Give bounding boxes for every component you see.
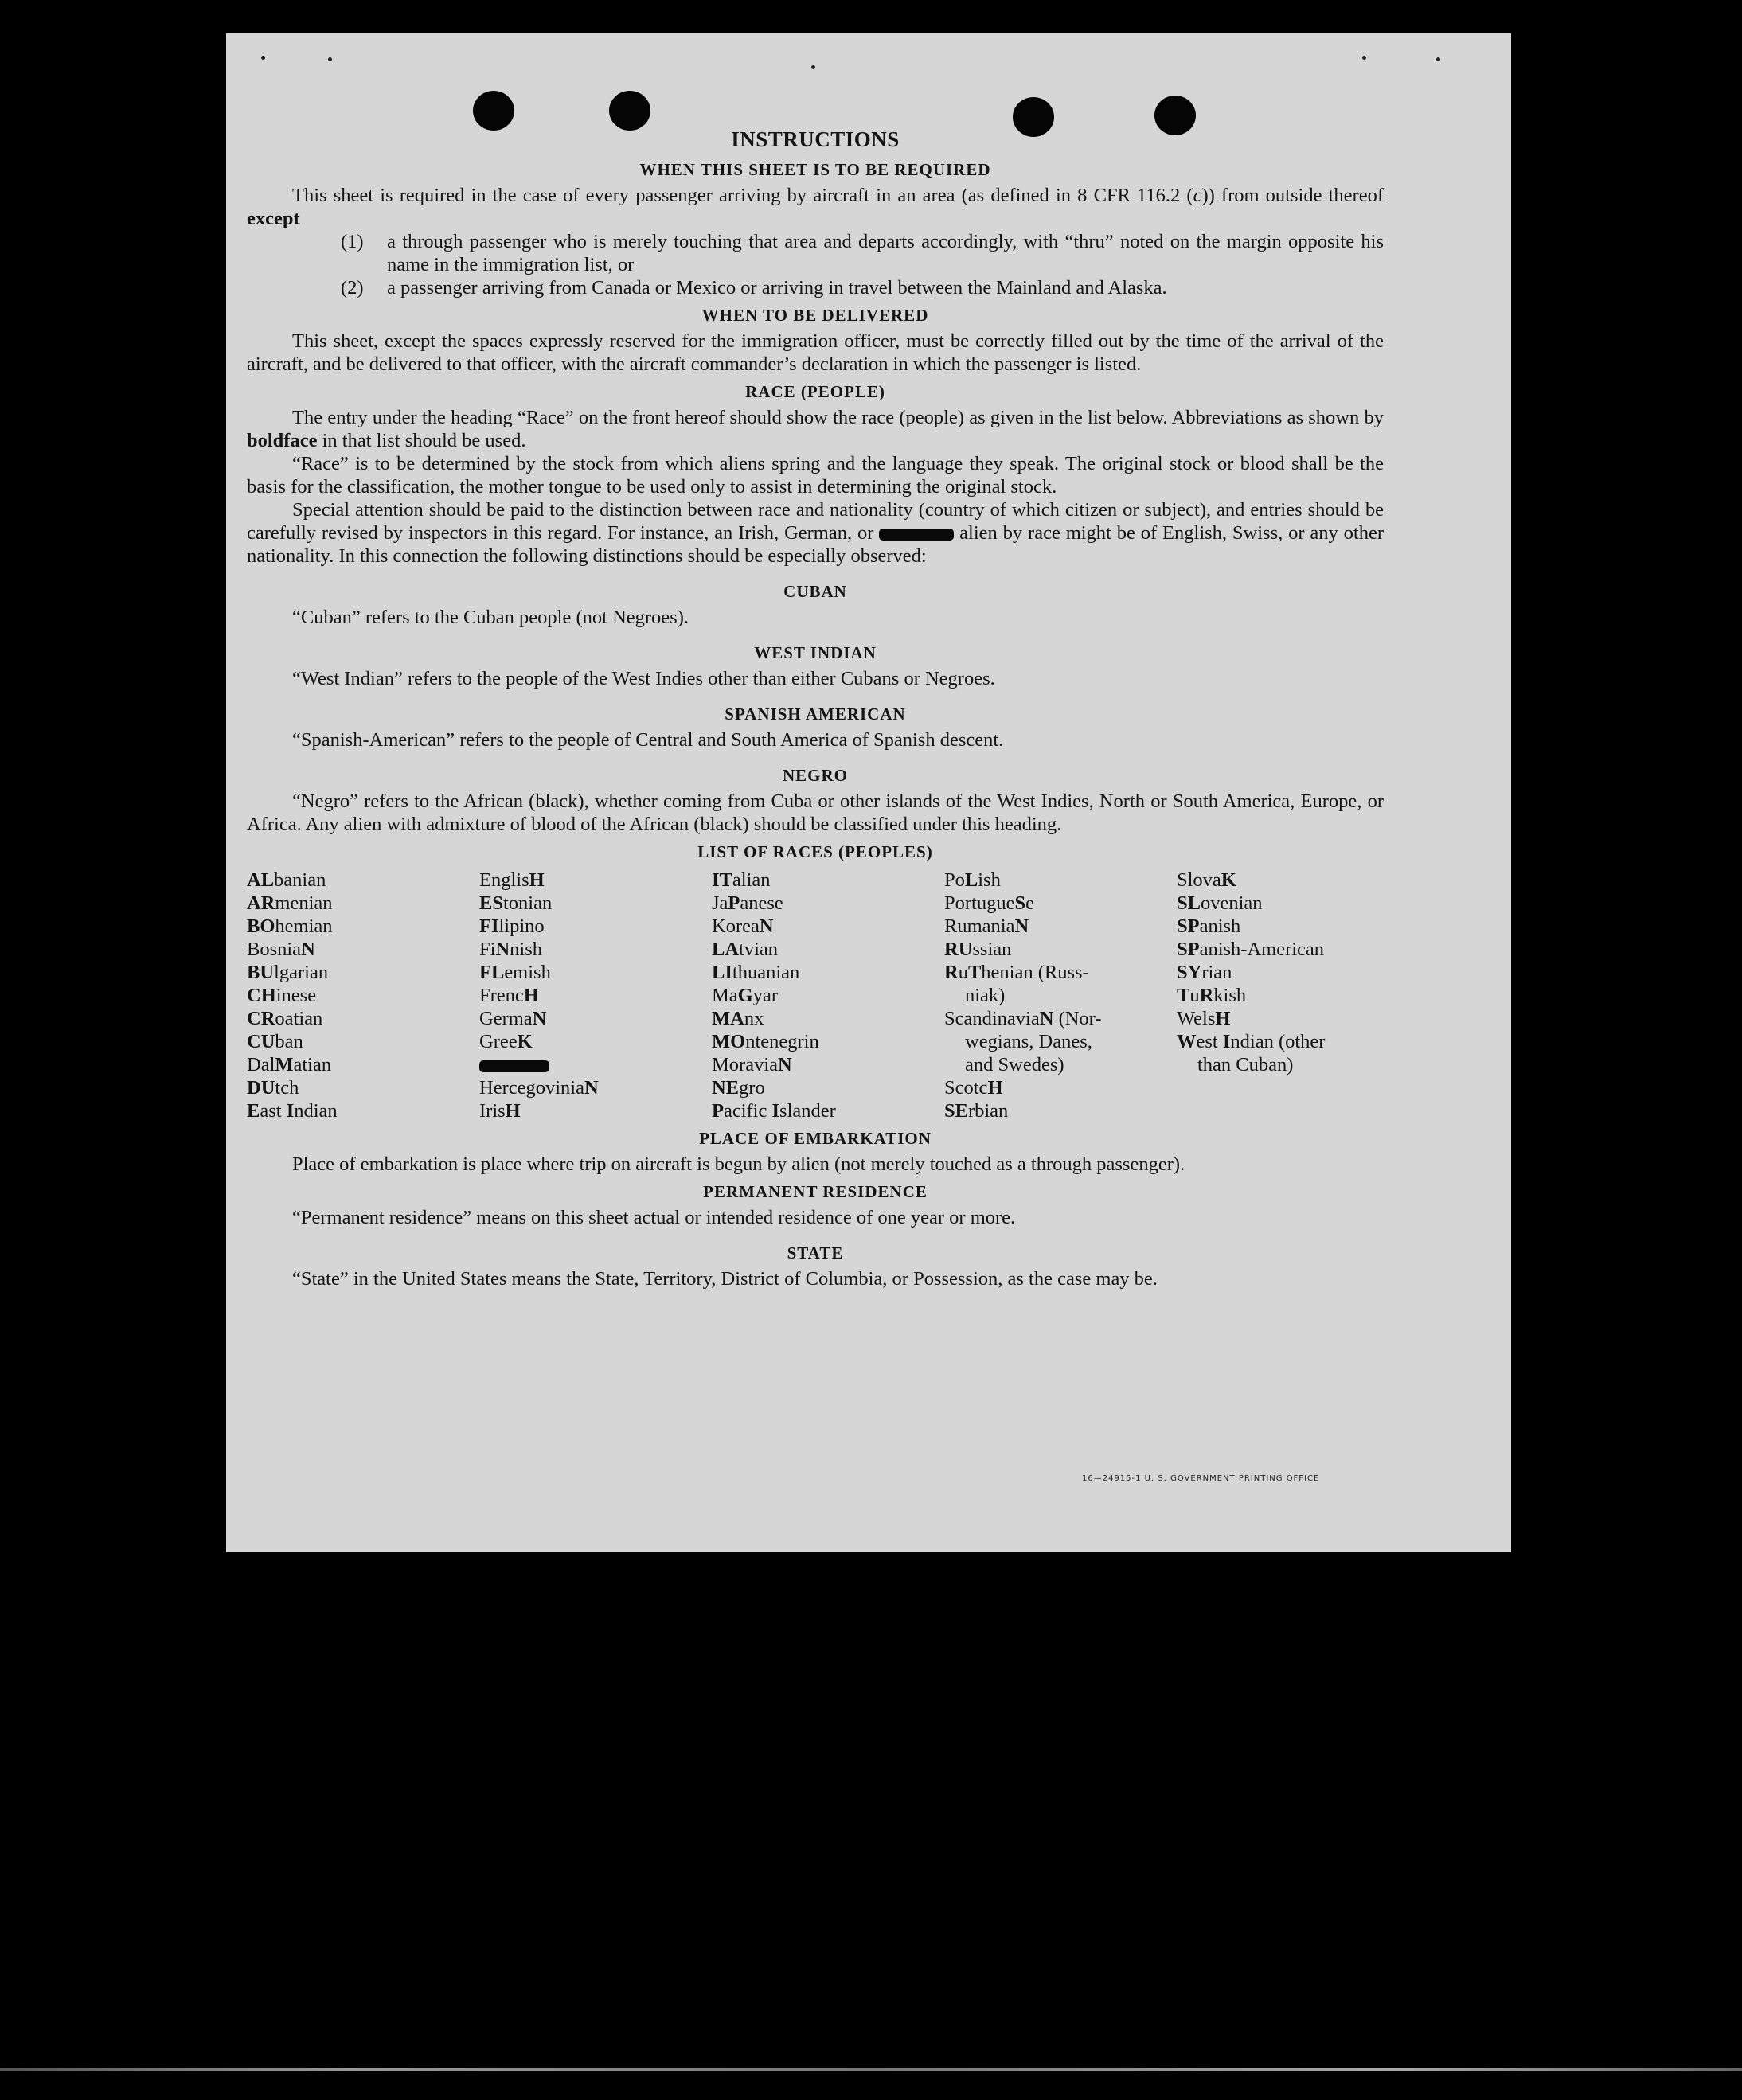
race-text: e <box>1025 892 1034 914</box>
scan-speck <box>1436 57 1440 61</box>
race-text: anish-American <box>1199 939 1325 960</box>
race-text: tch <box>275 1077 299 1099</box>
race-entry <box>247 961 479 984</box>
race-entry <box>1177 915 1409 938</box>
section-heading-state: STATE <box>787 1243 844 1263</box>
residence-text: “Permanent residence” means on this sheet actual or intended residence of one year or more. <box>292 1207 1016 1228</box>
race-abbreviation: R <box>944 962 959 983</box>
race-text: est <box>1196 1031 1223 1052</box>
race-text: Bosnia <box>247 939 302 960</box>
race-text: Portugue <box>944 892 1015 914</box>
negro-text: “Negro” refers to the African (black), whether coming from Cuba or other islands of the West Indies, North or South America, Europe, or Africa. Any alien with admixture of blood of the African (black) should be classified under this heading. <box>247 790 1384 835</box>
race-text: lgarian <box>274 962 329 983</box>
race-abbreviation: K <box>1221 869 1236 891</box>
race-entry <box>712 961 944 984</box>
race-entry <box>1177 984 1409 1007</box>
race-text: Korea <box>712 915 760 937</box>
race-text: Moravia <box>712 1054 778 1075</box>
scan-speck <box>328 57 332 61</box>
race-entry <box>247 938 479 961</box>
race-text: rian <box>1201 962 1232 983</box>
race-abbreviation: I <box>1222 1031 1231 1052</box>
race-entry <box>247 1030 479 1053</box>
race-abbreviation: I <box>771 1100 780 1122</box>
race-entry <box>247 1076 479 1099</box>
race-abbreviation: T <box>1177 985 1190 1006</box>
race-text: niak) <box>965 985 1006 1006</box>
race-abbreviation: H <box>1215 1008 1231 1029</box>
races-column <box>944 868 1177 1122</box>
page-title: INSTRUCTIONS <box>731 127 900 151</box>
race-text: Iris <box>479 1100 506 1122</box>
race-abbreviation: N <box>1039 1008 1054 1029</box>
section-heading-required: WHEN THIS SHEET IS TO BE REQUIRED <box>639 160 991 179</box>
race-entry <box>247 1053 479 1076</box>
race-text: Dal <box>247 1054 275 1075</box>
race-text: (Nor- <box>1053 1008 1102 1029</box>
race-text: oatian <box>275 1008 323 1029</box>
race-text: Gree <box>479 1031 518 1052</box>
race-text: nx <box>744 1008 764 1029</box>
scan-speck <box>261 56 265 60</box>
race-entry <box>479 892 712 915</box>
race-entry <box>479 984 712 1007</box>
race-abbreviation: T <box>967 962 982 983</box>
race-entry <box>944 961 1177 984</box>
scan-speck <box>1362 56 1366 60</box>
race-text: Ma <box>712 985 738 1006</box>
race-abbreviation: K <box>517 1031 533 1052</box>
race-abbreviation: H <box>529 869 545 891</box>
scan-speck <box>811 65 815 69</box>
race-abbreviation: MO <box>712 1031 746 1052</box>
race-abbreviation: H <box>505 1100 521 1122</box>
race-text: Slova <box>1177 869 1221 891</box>
scan-edge-line <box>0 2068 1742 2071</box>
race-text: u <box>1189 985 1200 1006</box>
race-text: Fi <box>479 939 496 960</box>
race-entry <box>712 984 944 1007</box>
race-entry <box>479 961 712 984</box>
race-text: Germa <box>479 1008 533 1029</box>
race-entry <box>247 1007 479 1030</box>
race-text: ndian <box>294 1100 338 1122</box>
race-abbreviation: MA <box>712 1008 744 1029</box>
race-abbreviation: L <box>964 869 978 891</box>
race-entry <box>1177 1030 1409 1053</box>
race-abbreviation: AR <box>247 892 275 914</box>
required-intro: This sheet is required in the case of every passenger arriving by aircraft in an area (as defined in 8 CFR 116.2 (c)) from outside thereof except <box>247 185 1384 229</box>
race-text: tonian <box>502 892 553 914</box>
section-heading-negro: NEGRO <box>782 766 848 785</box>
race-entry <box>247 892 479 915</box>
race-entry <box>1177 868 1409 892</box>
section-heading-west-indian: WEST INDIAN <box>754 643 877 662</box>
race-text: u <box>958 962 968 983</box>
race-entry <box>944 1053 1177 1076</box>
race-abbreviation: CR <box>247 1008 275 1029</box>
exception-item: (1) a through passenger who is merely touching that area and departs accordingly, with “thru” noted on the margin opposite his name in the immigration list, or <box>341 231 1384 275</box>
race-text: wegians, Danes, <box>965 1031 1092 1052</box>
race-text: Hercegovinia <box>479 1077 584 1099</box>
race-text: ndian (other <box>1230 1031 1326 1052</box>
race-text: thuanian <box>732 962 800 983</box>
race-abbreviation: AL <box>247 869 275 891</box>
race-text: gro <box>739 1077 765 1099</box>
race-abbreviation: NE <box>712 1077 740 1099</box>
exception-item: (2) a passenger arriving from Canada or Mexico or arriving in travel between the Mainland and Alaska. <box>341 277 1167 299</box>
race-text: rbian <box>967 1100 1009 1122</box>
section-heading-embarkation: PLACE OF EMBARKATION <box>699 1129 932 1148</box>
race-abbreviation: SL <box>1177 892 1201 914</box>
redaction-mark <box>879 529 954 541</box>
race-abbreviation: SE <box>944 1100 968 1122</box>
race-text: Rumania <box>944 915 1015 937</box>
embarkation-text: Place of embarkation is place where trip on aircraft is begun by alien (not merely touched as a through passenger). <box>292 1153 1185 1175</box>
race-text: atian <box>293 1054 332 1075</box>
race-text: slander <box>779 1100 836 1122</box>
race-abbreviation: N <box>301 939 315 960</box>
races-column <box>1177 868 1409 1122</box>
race-text: Scandinavia <box>944 1008 1040 1029</box>
race-text: acific <box>723 1100 772 1122</box>
race-text: Ja <box>712 892 728 914</box>
race-paragraph-1: The entry under the heading “Race” on the front hereof should show the race (people) as given in the list below. Abbreviations as shown by boldface in that list should be used. <box>247 407 1384 451</box>
race-text: banian <box>274 869 326 891</box>
race-text: Frenc <box>479 985 524 1006</box>
races-list <box>247 868 1384 1122</box>
race-text: anese <box>740 892 783 914</box>
race-abbreviation: S <box>1014 892 1026 914</box>
section-heading-residence: PERMANENT RESIDENCE <box>703 1182 928 1201</box>
race-text: Scotc <box>944 1077 988 1099</box>
race-text: and Swedes) <box>965 1054 1064 1075</box>
section-heading-cuban: CUBAN <box>783 582 847 601</box>
race-entry <box>944 1099 1177 1122</box>
race-abbreviation: P <box>728 892 740 914</box>
race-abbreviation: N <box>532 1008 547 1029</box>
race-text: ssian <box>972 939 1012 960</box>
race-entry <box>479 938 712 961</box>
race-text: tvian <box>739 939 779 960</box>
race-abbreviation: LA <box>712 939 740 960</box>
race-entry <box>712 915 944 938</box>
race-abbreviation: W <box>1177 1031 1197 1052</box>
race-text: ish <box>978 869 1001 891</box>
race-abbreviation: N <box>584 1077 599 1099</box>
race-entry <box>712 1076 944 1099</box>
race-text: alian <box>732 869 771 891</box>
race-abbreviation: ES <box>479 892 503 914</box>
race-entry <box>479 1007 712 1030</box>
race-abbreviation: SP <box>1177 915 1200 937</box>
race-abbreviation: SY <box>1177 962 1202 983</box>
race-text: ban <box>275 1031 303 1052</box>
race-entry <box>712 1053 944 1076</box>
race-abbreviation: N <box>759 915 774 937</box>
race-paragraph-2: “Race” is to be determined by the stock from which aliens spring and the language they speak. The original stock or blood shall be the basis for the classification, the mother tongue to be used only to assist in determining the original stock. <box>247 453 1384 498</box>
race-text: than Cuban) <box>1197 1054 1294 1075</box>
race-entry <box>944 1030 1177 1053</box>
race-abbreviation: H <box>523 985 539 1006</box>
cuban-text: “Cuban” refers to the Cuban people (not Negroes). <box>292 607 689 628</box>
race-entry <box>712 1007 944 1030</box>
races-column <box>247 868 479 1122</box>
race-text: lipino <box>498 915 545 937</box>
race-text: emish <box>504 962 551 983</box>
race-abbreviation: RU <box>944 939 973 960</box>
race-entry <box>944 868 1177 892</box>
race-entry <box>1177 961 1409 984</box>
race-text: henian (Russ- <box>981 962 1089 983</box>
race-abbreviation: DU <box>247 1077 275 1099</box>
race-abbreviation: BO <box>247 915 275 937</box>
race-text: yar <box>752 985 779 1006</box>
race-abbreviation: H <box>987 1077 1003 1099</box>
race-text: hemian <box>275 915 333 937</box>
race-entry <box>944 915 1177 938</box>
race-entry <box>247 1099 479 1122</box>
race-entry <box>479 1030 712 1053</box>
spanish-american-text: “Spanish-American” refers to the people of Central and South America of Spanish descent. <box>292 729 1004 751</box>
race-text: menian <box>275 892 333 914</box>
race-abbreviation: N <box>495 939 510 960</box>
race-text: Wels <box>1177 1008 1216 1029</box>
race-abbreviation: BU <box>247 962 275 983</box>
document-page <box>226 33 1511 1552</box>
punch-hole <box>473 91 514 131</box>
race-entry <box>944 892 1177 915</box>
race-entry <box>1177 1053 1409 1076</box>
race-text: kish <box>1213 985 1247 1006</box>
race-text: nish <box>510 939 542 960</box>
race-entry <box>944 1076 1177 1099</box>
race-entry <box>712 1030 944 1053</box>
races-column <box>479 868 712 1122</box>
race-entry <box>247 915 479 938</box>
race-abbreviation: FI <box>479 915 499 937</box>
section-heading-spanish-american: SPANISH AMERICAN <box>725 705 906 724</box>
punch-hole <box>609 91 650 131</box>
races-column <box>712 868 944 1122</box>
race-entry <box>712 938 944 961</box>
race-entry <box>247 984 479 1007</box>
race-abbreviation: N <box>1014 915 1029 937</box>
race-entry <box>712 868 944 892</box>
redaction-mark <box>479 1060 549 1072</box>
section-heading-races-list: LIST OF RACES (PEOPLES) <box>697 842 933 861</box>
race-abbreviation: R <box>1199 985 1214 1006</box>
race-entry <box>712 892 944 915</box>
printing-office-code: 16—24915-1 U. S. GOVERNMENT PRINTING OFFICE <box>1082 1474 1320 1483</box>
race-abbreviation: CH <box>247 985 276 1006</box>
race-text: ast <box>260 1100 287 1122</box>
west-indian-text: “West Indian” refers to the people of the West Indies other than either Cubans or Negroes. <box>292 668 995 689</box>
race-entry <box>712 1099 944 1122</box>
race-text: ntenegrin <box>745 1031 819 1052</box>
race-abbreviation: I <box>286 1100 295 1122</box>
race-entry <box>479 1053 712 1076</box>
race-text: ovenian <box>1200 892 1263 914</box>
instructions-body <box>247 127 1384 1290</box>
race-abbreviation: E <box>247 1100 260 1122</box>
race-entry <box>944 1007 1177 1030</box>
race-entry <box>479 1099 712 1122</box>
race-entry <box>247 868 479 892</box>
race-abbreviation: CU <box>247 1031 275 1052</box>
race-entry <box>1177 938 1409 961</box>
race-abbreviation: FL <box>479 962 505 983</box>
race-abbreviation: IT <box>712 869 732 891</box>
race-entry <box>479 915 712 938</box>
section-heading-race: RACE (PEOPLE) <box>745 382 885 401</box>
race-abbreviation: M <box>275 1054 294 1075</box>
race-text: Englis <box>479 869 529 891</box>
race-abbreviation: SP <box>1177 939 1200 960</box>
state-text: “State” in the United States means the State, Territory, District of Columbia, or Possession, as the case may be. <box>292 1268 1158 1290</box>
delivered-text: This sheet, except the spaces expressly reserved for the immigration officer, must be correctly filled out by the time of the arrival of the aircraft, and be delivered to that officer, with the aircraft commander’s declaration in which the passenger is listed. <box>247 330 1384 375</box>
race-abbreviation: G <box>737 985 753 1006</box>
section-heading-delivered: WHEN TO BE DELIVERED <box>701 306 929 325</box>
race-entry <box>1177 892 1409 915</box>
race-abbreviation: P <box>712 1100 724 1122</box>
race-paragraph-3: Special attention should be paid to the distinction between race and nationality (country of which citizen or subject), and entries should be carefully revised by inspectors in this regard. For instance, an Irish, German, or alien by race might be of English, Swiss, or any other nationality. In this connection the following distinctions should be especially observed: <box>247 499 1384 567</box>
race-entry <box>479 1076 712 1099</box>
race-entry <box>944 984 1177 1007</box>
race-text: Po <box>944 869 965 891</box>
race-abbreviation: LI <box>712 962 732 983</box>
race-entry <box>479 868 712 892</box>
race-entry <box>944 938 1177 961</box>
race-text: inese <box>275 985 317 1006</box>
race-entry <box>1177 1007 1409 1030</box>
race-abbreviation: N <box>778 1054 792 1075</box>
race-text: anish <box>1199 915 1241 937</box>
